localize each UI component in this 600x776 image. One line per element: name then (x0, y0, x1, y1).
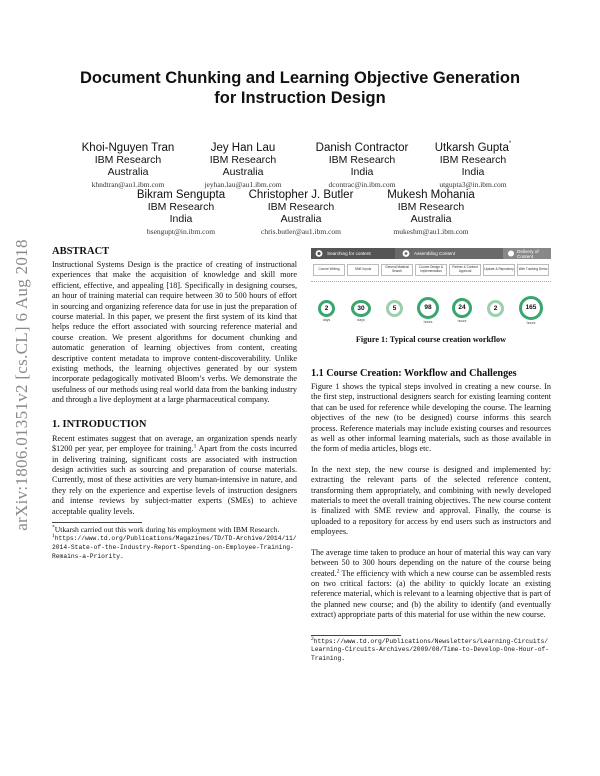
effort-circle: 30 (351, 300, 371, 317)
footnote-ref-1[interactable]: 1 (193, 443, 197, 450)
author-country: Australia (222, 166, 264, 178)
band-delivery (503, 248, 551, 259)
author-name: Christopher J. Butler (248, 189, 354, 201)
author-name: Danish Contractor (315, 142, 409, 154)
effort-unit: days (357, 318, 365, 322)
step-box: General Material Search (381, 264, 413, 276)
author-block (226, 189, 376, 238)
effort-circle: 24 (452, 298, 472, 318)
author-block (398, 142, 548, 191)
step-box: Course Writing (313, 264, 345, 276)
intro-text-b: Apart from the costs incurred in delivering training, significant costs are associated with instruction design activities such as sourcing and preparation of course materials. Currently, most of these activities are very human-intensive in nature, and they rely on the experience and expertise levels of instruction designers and intense reviews by subject-matter experts (SMEs) to achieve acceptable quality levels. (52, 444, 297, 516)
author-org: IBM Research (328, 154, 396, 166)
author-country: India (461, 166, 485, 178)
delivery-icon (507, 249, 515, 258)
effort-circle: 5 (386, 300, 403, 317)
author-org: IBM Research (267, 201, 335, 213)
author-country: Australia (410, 213, 452, 225)
author-name: Mukesh Mohania (387, 189, 475, 201)
author-name: Khoi-Nguyen Tran (81, 142, 175, 154)
author-email[interactable]: chris.butler@au1.ibm.com (260, 227, 341, 236)
band-assemble (395, 248, 503, 259)
section-1-1-text (311, 382, 551, 621)
author-org: IBM Research (147, 201, 215, 213)
footnote-2-url[interactable]: https://www.td.org/Publications/Newsletters/Learning-Circuits/Learning-Circuits-Archives/2009/08/Time-to-Develop-One-Hour-of-Training. (311, 637, 550, 662)
author-name: Jey Han Lau (210, 142, 276, 154)
effort-unit: days (322, 318, 331, 322)
effort-circle: 98 (417, 297, 439, 319)
paper-title (40, 68, 560, 108)
author-email[interactable]: bsengupt@in.ibm.com (146, 227, 216, 236)
effort-circle: 2 (318, 300, 335, 317)
title-line-2: for Instruction Design (214, 89, 386, 107)
gear-icon (401, 248, 411, 258)
intro-paragraph (52, 434, 297, 517)
arxiv-id[interactable]: arXiv:1806.01351v2 [cs.CL] 6 Aug 2018 (12, 239, 31, 531)
effort-unit: hours (423, 320, 433, 324)
step-box: Course Design & Implementation (415, 264, 447, 276)
section-paragraph: Figure 1 shows the typical steps involved in creating a new course. In the first step, instructional designers search for existing learning content that can be used for reference while developing the course. The learning objectives of the new (to be designed) course informs this search process. Reference materials may include existing courses and resources as well as other informal learning materials, such as those available in the form of media articles, blogs etc. (311, 382, 551, 454)
step-box: Partner & Content Approval (449, 264, 481, 276)
footnote-star-text: Utkarsh carried out this work during his employment with IBM Research. (54, 524, 280, 534)
band-delivery-label: Delivery of Content (517, 249, 539, 259)
abstract-text (52, 260, 297, 406)
footnote-1-mark: 1 (52, 533, 55, 540)
effort-circle: 2 (487, 300, 504, 317)
figure-divider (311, 281, 551, 282)
introduction-text (52, 434, 297, 517)
band-search-label: Searching for content (327, 251, 371, 256)
title-line-1: Document Chunking and Learning Objective Generation (79, 69, 521, 87)
author-org: IBM Research (439, 154, 507, 166)
author-org: IBM Research (397, 201, 465, 213)
footnote-1 (52, 535, 297, 561)
author-footnote-mark: * (508, 141, 512, 147)
author-name (398, 142, 548, 154)
author-email[interactable]: utgupta3@in.ibm.com (439, 180, 507, 189)
footnote-2 (311, 635, 551, 664)
abstract-heading: ABSTRACT (52, 246, 110, 257)
author-org: IBM Research (94, 154, 162, 166)
author-email[interactable]: mukeshm@au1.ibm.com (393, 227, 469, 236)
author-country: India (350, 166, 374, 178)
author-block (356, 189, 506, 238)
footnote-1-url[interactable]: https://www.td.org/Publications/Magazines/TD/TD-Archive/2014/11/2014-State-of-the-Industry-Report-Spending-on-Employee-Training-Remains-a-Priority. (52, 535, 297, 560)
author-org: IBM Research (209, 154, 277, 166)
footnote-2-mark: 2 (311, 635, 314, 642)
author-country: Australia (107, 166, 149, 178)
author-email[interactable]: jeyhan.lau@au1.ibm.com (204, 180, 282, 189)
step-box: SME Inputs (347, 264, 379, 276)
footnote-star-mark: * (52, 524, 55, 531)
section-paragraph (311, 548, 551, 621)
abstract-paragraph: Instructional Systems Design is the practice of creating of instructional experiences that make the acquisition of knowledge and skill more efficient, effective, and appealing [18]. Specifically in designing courses, an hour of training material can require between 30 to 500 hours of effort in sourcing and organizing reference data for use in just the preparation of course material. In this paper, we present the first system of its kind that helps reduce the effort associated with sourcing reference material and course creation. We present algorithms for document chunking and automatic generation of learning objectives from content, creating descriptive content metadata to improve content-discoverability. Unlike existing methods, the learning objectives generated by our system incorporate pedagogically motivated Bloom’s verbs. We demonstrate the usefulness of our methods using real world data from the banking industry and through a live deployment at a large pharmaceutical company. (52, 260, 297, 405)
introduction-heading: 1. INTRODUCTION (52, 418, 147, 430)
author-country: Australia (280, 213, 322, 225)
band-search (311, 248, 395, 259)
footnote-rule (311, 635, 401, 636)
effort-circle: 165 (519, 296, 543, 320)
search-icon (314, 248, 324, 258)
author-country: India (169, 213, 193, 225)
footnote-rule (52, 522, 142, 523)
figure-caption: Figure 1: Typical course creation workflow (355, 335, 507, 344)
effort-unit: hours (457, 319, 467, 323)
step-box: Web Tracking Demo (517, 264, 549, 276)
section-text-a: The average time taken to produce an hour of material this way can vary between 50 to 300 hours depending on the nature of the course being created. (311, 547, 551, 578)
arxiv-sidebar (2, 200, 42, 570)
author-name-text: Utkarsh Gupta (434, 142, 509, 154)
right-column (311, 368, 551, 663)
section-1-1-heading: 1.1 Course Creation: Workflow and Challenges (311, 368, 517, 379)
effort-unit: hours (526, 321, 536, 325)
section-paragraph: In the next step, the new course is designed and implemented by: extracting the relevant parts of the selected reference content, transforming them appropriately, and combining with newly developed materials to meet the overall training objectives. The new course content is finalized with SME review and approval. Finally, the course is uploaded to a repository for access by end users such as instructors and employees. (311, 464, 551, 537)
author-name: Bikram Sengupta (136, 189, 226, 201)
author-email[interactable]: dcontrac@in.ibm.com (328, 180, 396, 189)
footnote-star (52, 525, 297, 534)
footnote-ref-2[interactable]: 2 (336, 567, 340, 574)
author-email[interactable]: khndtran@au1.ibm.com (91, 180, 165, 189)
step-box: Update & Repository (483, 264, 515, 276)
section-text-b: The efficiency with which a new course can be assembled rests on two critical factors: (a) the ability to quickly locate an existing reference material, which is relevant to a learning objective that is part of the planned new course; and (b) the ability to identify (and eventually extract) appropriate parts of this material for use within the new course. (311, 568, 551, 620)
band-assemble-label: Assembling Content (414, 251, 456, 256)
workflow-figure (311, 248, 551, 326)
intro-text-a: Recent estimates suggest that on average, an organization spends nearly $1200 per year, per employee for training. (52, 433, 297, 454)
left-column (52, 246, 297, 561)
